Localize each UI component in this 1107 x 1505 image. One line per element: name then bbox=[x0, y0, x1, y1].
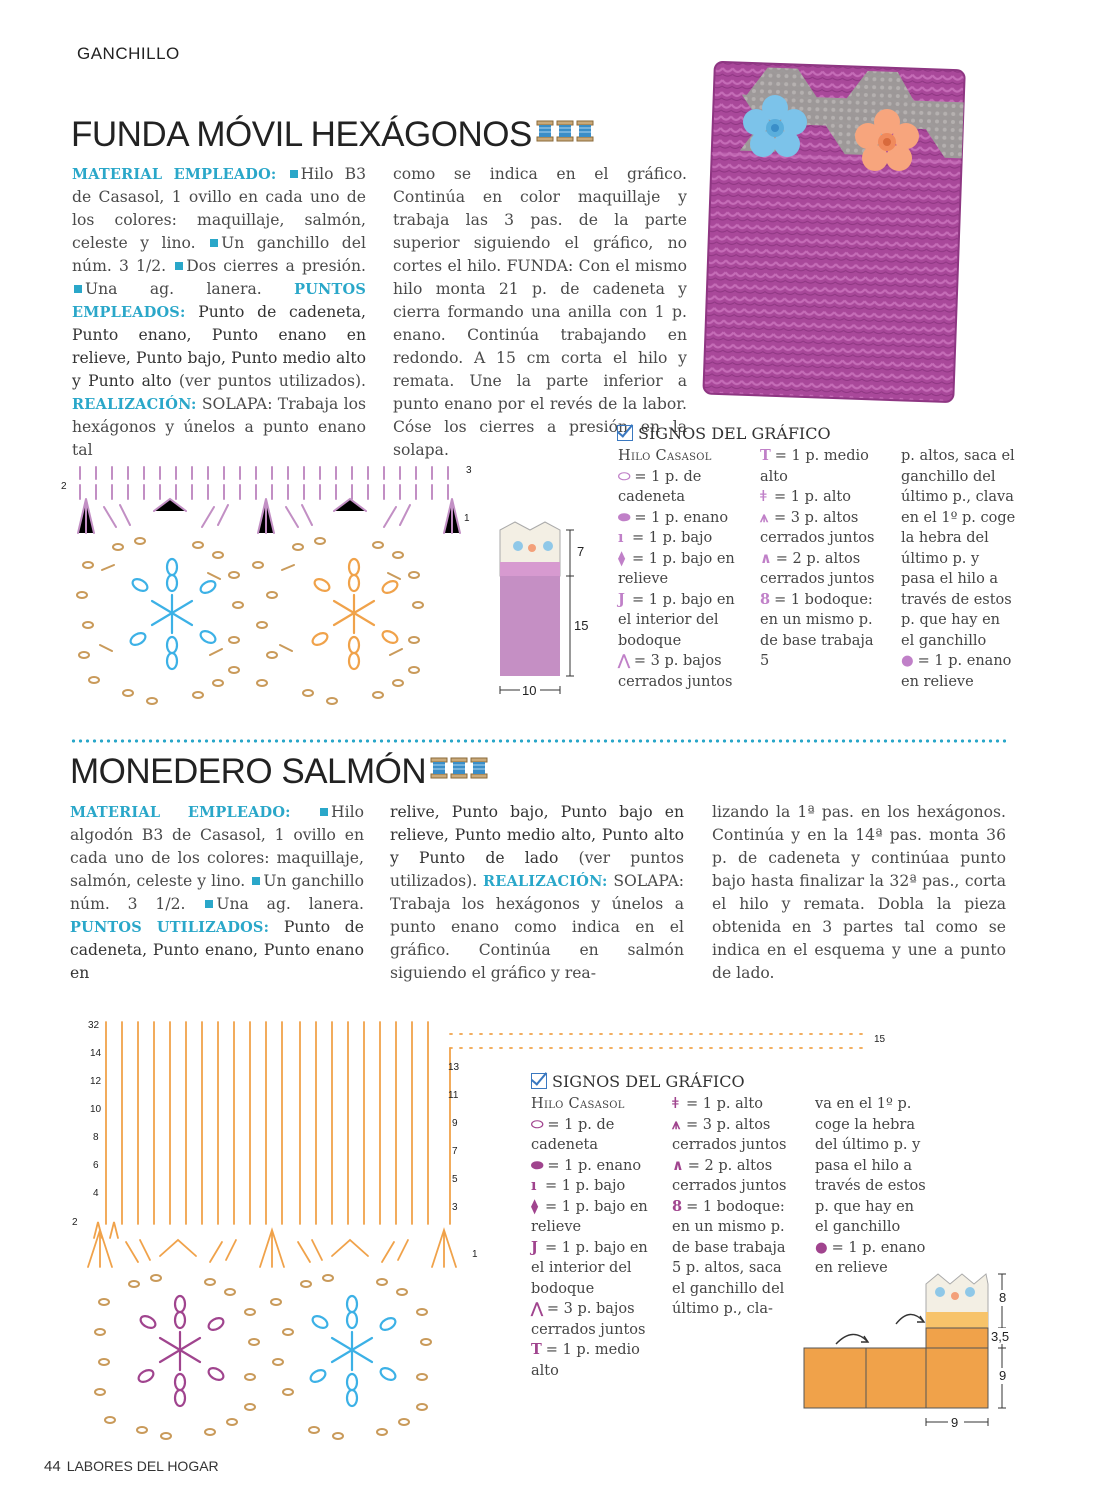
chart-row-label: 5 bbox=[452, 1174, 458, 1185]
dc-symbol-icon: ǂ bbox=[672, 1095, 679, 1112]
funda-legend-title bbox=[617, 424, 831, 443]
monedero-schema bbox=[798, 1268, 1038, 1458]
chart-row-label: 3 bbox=[452, 1202, 458, 1213]
difficulty-spools-icon bbox=[430, 755, 490, 781]
monedero-realizacion-label: REALIZACIÓN: bbox=[482, 873, 608, 890]
chart-row-label: 11 bbox=[448, 1090, 459, 1101]
monedero-schema-h-mid: 3,5 bbox=[991, 1329, 1010, 1344]
funda-chart-row-1: 1 bbox=[464, 513, 470, 524]
monedero-schema-h-top: 8 bbox=[999, 1290, 1007, 1305]
monedero-legend-title bbox=[531, 1072, 745, 1091]
legend-entry: J = 1 p. bajo en el interior del bodoque bbox=[531, 1238, 648, 1297]
checkbox-icon bbox=[531, 1073, 547, 1089]
single-crochet-symbol-icon: ı bbox=[531, 1177, 537, 1194]
chart-row-label: 14 bbox=[90, 1048, 102, 1059]
funda-material-item3: Dos cierres a presión. bbox=[186, 257, 366, 275]
legend-entry-cont: p. altos, saca el ganchillo del último p., clava en el 1º p. coge la hebra del último p. y pasa el hilo a través de estos p. que hay en el ganchillo bbox=[901, 448, 1016, 649]
funda-title-text: FUNDA MÓVIL HEXÁGONOS bbox=[71, 115, 532, 154]
monedero-col2-puntos: relive, Punto bajo, Punto bajo en relieve, Punto medio alto, Punto alto y Punto de lado bbox=[390, 803, 684, 867]
magazine-name: LABORES DEL HOGAR bbox=[66, 1458, 219, 1474]
funda-schema-h-body: 15 bbox=[574, 618, 589, 633]
legend-entry: ⬭ = 1 p. de cadeneta bbox=[531, 1115, 615, 1153]
monedero-schema-h-bottom: 9 bbox=[999, 1368, 1007, 1383]
dc-symbol-icon: ǂ bbox=[760, 488, 767, 505]
legend-entry: ǂ = 1 p. alto bbox=[672, 1094, 797, 1115]
chart-row-label: 12 bbox=[90, 1076, 102, 1087]
phone-case-photo bbox=[697, 58, 975, 410]
monedero-legend-title-text: SIGNOS DEL GRÁFICO bbox=[552, 1072, 745, 1091]
chart-row-label: 13 bbox=[448, 1062, 460, 1073]
legend-entry: ı = 1 p. bajo bbox=[531, 1176, 651, 1197]
funda-material-label: MATERIAL EMPLEADO: bbox=[72, 166, 277, 183]
funda-realizacion-label: REALIZACIÓN: bbox=[72, 396, 197, 413]
slip-stitch-symbol-icon: ⬬ bbox=[618, 508, 631, 526]
legend-entry: ● = 1 p. enano en relieve bbox=[815, 1238, 926, 1276]
chart-row-label: 8 bbox=[93, 1132, 99, 1143]
funda-schema-h-top: 7 bbox=[577, 544, 585, 559]
difficulty-spools-icon bbox=[536, 118, 596, 144]
dc2tog-symbol-icon: ∧ bbox=[672, 1156, 684, 1174]
funda-col1 bbox=[72, 163, 366, 462]
bobble-symbol-icon: 8 bbox=[672, 1197, 683, 1215]
monedero-material-text: Hilo algodón B3 de Casasol, 1 ovillo en cada uno de los colores: maquillaje, salmón, celeste y lino. bbox=[70, 803, 364, 890]
page-number: 44 bbox=[44, 1458, 61, 1475]
monedero-puntos-label: PUNTOS UTILIZADOS: bbox=[70, 919, 270, 936]
chart-row-label: 1 bbox=[472, 1249, 478, 1260]
funda-schema bbox=[490, 518, 600, 703]
hdc-symbol-icon: T bbox=[531, 1341, 542, 1358]
funda-legend-col1 bbox=[618, 446, 738, 692]
funda-puntos-note: (ver puntos utilizados). bbox=[178, 372, 366, 390]
funda-chart-row-2: 2 bbox=[61, 481, 67, 492]
legend-entry: ⋀ = 3 p. bajos cerrados juntos bbox=[618, 652, 733, 690]
sc3tog-symbol-icon: ⋀ bbox=[618, 652, 630, 669]
funda-material-text: Hilo B3 de Casasol, 1 ovillo en cada uno de los colores: maquillaje, salmón, celeste y lino. bbox=[72, 165, 366, 252]
bullet-icon bbox=[290, 170, 298, 178]
legend-entry: ⋀ = 3 p. bajos cerrados juntos bbox=[531, 1300, 646, 1338]
funda-realizacion-text: SOLAPA: Trabaja los hexágonos y únelos a punto enano tal bbox=[72, 395, 366, 459]
chart-row-label: 10 bbox=[90, 1104, 102, 1115]
legend-entry: T = 1 p. medio alto bbox=[531, 1341, 640, 1379]
bullet-icon bbox=[175, 262, 183, 270]
page-footer bbox=[44, 1458, 219, 1475]
legend-entry: ⧫ = 1 p. bajo en relieve bbox=[618, 549, 735, 587]
funda-material-item4: Una ag. lanera. bbox=[85, 280, 262, 298]
legend-entry: 8 = 1 bodoque: en un mismo p. de base trabaja 5 p. altos, saca el ganchillo del último p., cla- bbox=[672, 1197, 786, 1317]
chart-row-label: 2 bbox=[72, 1217, 78, 1228]
sc3tog-symbol-icon: ⋀ bbox=[531, 1300, 543, 1317]
sc-bobble-symbol-icon: J bbox=[531, 1238, 538, 1256]
monedero-col2-note: (ver puntos utilizados). bbox=[390, 849, 684, 890]
bullet-icon bbox=[320, 808, 328, 816]
relief-sc-symbol-icon: ⧫ bbox=[531, 1197, 539, 1215]
legend-entry-cont: va en el 1º p. coge la hebra del último p. y pasa el hilo a través de estos p. que hay en el ganchillo bbox=[815, 1096, 926, 1235]
section-label: GANCHILLO bbox=[77, 44, 180, 63]
relief-sc-symbol-icon: ⧫ bbox=[618, 549, 626, 567]
monedero-material-label: MATERIAL EMPLEADO: bbox=[70, 804, 291, 821]
bullet-icon bbox=[205, 900, 213, 908]
hdc-symbol-icon: T bbox=[760, 447, 771, 464]
legend-entry: ∧ = 2 p. altos cerrados juntos bbox=[760, 549, 875, 587]
dc3tog-symbol-icon: ⩚ bbox=[760, 508, 769, 526]
monedero-col2 bbox=[390, 801, 684, 985]
legend-entry: ∧ = 2 p. altos cerrados juntos bbox=[672, 1156, 787, 1194]
legend-hilo: Hilo Casasol bbox=[531, 1096, 625, 1112]
section-divider bbox=[70, 739, 1006, 743]
monedero-realizacion-text: SOLAPA: Trabaja los hexágonos y únelos a punto enano como indica en el gráfico. Continúa en salmón siguiendo el gráfico y rea- bbox=[390, 872, 684, 982]
funda-legend-col3 bbox=[901, 446, 1016, 692]
monedero-title-text: MONEDERO SALMÓN bbox=[70, 752, 427, 791]
chart-row-label: 6 bbox=[93, 1160, 99, 1171]
monedero-puntos-text: Punto de cadeneta, Punto enano, Punto enano en bbox=[70, 918, 364, 982]
legend-entry: ⬭ = 1 p. de cadeneta bbox=[618, 467, 702, 505]
chain-symbol-icon: ⬭ bbox=[618, 467, 631, 485]
legend-entry: ● = 1 p. enano en relieve bbox=[901, 652, 1012, 690]
funda-material-item2: Un ganchillo del núm. 3 1/2. bbox=[72, 234, 366, 275]
monedero-legend-col3 bbox=[815, 1094, 930, 1279]
legend-entry: ⩚ = 3 p. altos cerrados juntos bbox=[672, 1115, 787, 1153]
relief-slip-symbol-icon: ● bbox=[901, 652, 914, 669]
dc3tog-symbol-icon: ⩚ bbox=[672, 1115, 681, 1133]
legend-entry: ǂ = 1 p. alto bbox=[760, 487, 885, 508]
legend-entry: ⬬ = 1 p. enano bbox=[531, 1156, 651, 1177]
chart-row-label: 32 bbox=[88, 1020, 100, 1031]
monedero-schema-w: 9 bbox=[951, 1415, 959, 1430]
legend-entry: ⬬ = 1 p. enano bbox=[618, 508, 738, 529]
dc2tog-symbol-icon: ∧ bbox=[760, 549, 772, 567]
relief-slip-symbol-icon: ● bbox=[815, 1238, 828, 1256]
funda-title bbox=[71, 115, 596, 155]
chart-row-label: 9 bbox=[452, 1118, 458, 1129]
funda-crochet-chart bbox=[58, 455, 483, 720]
legend-entry: ⩚ = 3 p. altos cerrados juntos bbox=[760, 508, 875, 546]
monedero-col3 bbox=[712, 801, 1006, 985]
chart-row-label: 7 bbox=[452, 1146, 458, 1157]
funda-legend-col2 bbox=[760, 446, 885, 672]
legend-entry: 8 = 1 bodoque: en un mismo p. de base trabaja 5 bbox=[760, 590, 874, 669]
legend-entry: T = 1 p. medio alto bbox=[760, 447, 869, 485]
sc-bobble-symbol-icon: J bbox=[618, 590, 625, 608]
chain-symbol-icon: ⬭ bbox=[531, 1115, 544, 1133]
funda-col2 bbox=[393, 163, 687, 462]
funda-legend-title-text: SIGNOS DEL GRÁFICO bbox=[638, 424, 831, 443]
funda-puntos-text: Punto de cadeneta, Punto enano, Punto enano en relieve, Punto bajo, Punto medio alto y Punto alto bbox=[72, 303, 366, 390]
legend-entry: ı = 1 p. bajo bbox=[618, 528, 738, 549]
monedero-legend-col2 bbox=[672, 1094, 797, 1320]
legend-entry: J = 1 p. bajo en el interior del bodoque bbox=[618, 590, 735, 649]
legend-hilo: Hilo Casasol bbox=[618, 448, 712, 464]
funda-puntos-label: PUNTOS EMPLEADOS: bbox=[72, 281, 366, 321]
chart-row-label: 4 bbox=[93, 1188, 99, 1199]
funda-col2-text: como se indica en el gráfico. Continúa en color maquillaje y trabaja las 3 pas. de la parte superior siguiendo el gráfico, no cortes el hilo. FUNDA: Con el mismo hilo monta 21 p. de cadeneta y cierra formando una anilla con 1 p. enano. Continúa trabajando en redondo. A 15 cm corta el hilo y remata. Une la parte inferior a punto enano por el revés de la labor. Cóse los cierres a presión en la solapa. bbox=[393, 165, 687, 459]
monedero-title bbox=[70, 752, 490, 792]
monedero-col3-text: lizando la 1ª pas. en los hexágonos. Continúa y en la 14ª pas. monta 36 p. de cadeneta y continúaa punto bajo hasta finalizar la 32ª pas., corta el hilo y remata. Dobla la pieza obtenida en 3 partes tal como se indica en el esquema y une a punto de lado. bbox=[712, 803, 1006, 982]
legend-entry: ⧫ = 1 p. bajo en relieve bbox=[531, 1197, 648, 1235]
chart-row-label: 15 bbox=[874, 1034, 886, 1045]
monedero-legend-col1 bbox=[531, 1094, 651, 1381]
bullet-icon bbox=[74, 285, 82, 293]
checkbox-icon bbox=[617, 425, 633, 441]
monedero-col1 bbox=[70, 801, 364, 985]
bobble-symbol-icon: 8 bbox=[760, 590, 771, 608]
monedero-material-item2: Un ganchillo núm. 3 1/2. bbox=[70, 872, 365, 913]
bullet-icon bbox=[210, 239, 218, 247]
slip-stitch-symbol-icon: ⬬ bbox=[531, 1156, 544, 1174]
bullet-icon bbox=[252, 877, 260, 885]
single-crochet-symbol-icon: ı bbox=[618, 529, 624, 546]
funda-chart-row-3: 3 bbox=[466, 465, 472, 476]
monedero-material-item3: Una ag. lanera. bbox=[216, 895, 364, 913]
funda-schema-w: 10 bbox=[522, 683, 537, 698]
